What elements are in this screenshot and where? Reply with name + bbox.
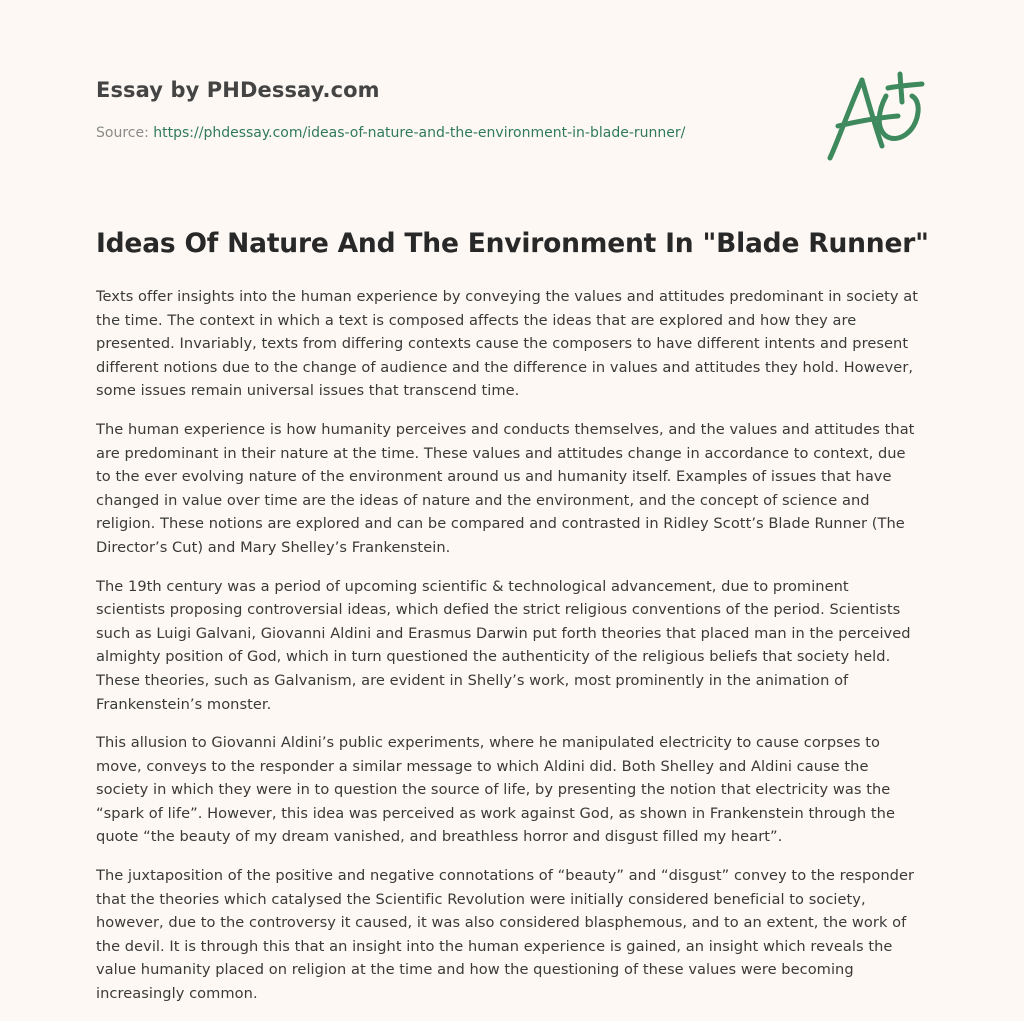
paragraph: The human experience is how humanity perceives and conducts themselves, and the values and attitudes that are predominant in their nature at the time. These values and attitudes change in accordance to context, due to the ever evolving nature of the environment around us and humanity itself. Examples of issues that have changed in value over time are the ideas of nature and the environment, and the concept of science and religion. These notions are explored and can be compared and contrasted in Ridley Scott’s Blade Runner (The Director’s Cut) and Mary Shelley’s Frankenstein. <box>96 420 915 556</box>
source-label: Source: <box>96 125 154 141</box>
paragraph: The 19th century was a period of upcoming scientific & technological advancement, due to prominent scientists proposing controversial ideas, which defied the strict religious conventions of the period. Scientists such as Luigi Galvani, Giovanni Aldini and Erasmus Darwin put forth theories that placed man in the perceived almighty position of God, which in turn questioned the authenticity of the religious beliefs that society held. These theories, such as Galvanism, are evident in Shelly’s work, most prominently in the animation of Frankenstein’s monster. <box>96 577 911 713</box>
a-plus-grade-icon <box>820 66 930 166</box>
essay-body <box>96 285 920 1021</box>
page-header <box>96 74 796 143</box>
paragraph: The juxtaposition of the positive and negative connotations of “beauty” and “disgust” convey to the responder that the theories which catalysed the Scientific Revolution were initially considered beneficial to society, however, due to the controversy it caused, it was also considered blasphemous, and to an extent, the work of the devil. It is through this that an insight into the human experience is gained, an insight which reveals the value humanity placed on religion at the time and how the questioning of these values were becoming increasingly common. <box>96 867 915 1003</box>
source-link[interactable]: https://phdessay.com/ideas-of-nature-and-the-environment-in-blade-runner/ <box>153 125 686 141</box>
site-name: Essay by PHDessay.com <box>96 78 380 102</box>
source-line <box>96 123 796 143</box>
paragraph: Texts offer insights into the human experience by conveying the values and attitudes predominant in society at the time. The context in which a text is composed affects the ideas that are explored and how they are presented. Invariably, texts from differing contexts cause the composers to have different intents and present different notions due to the change of audience and the difference in values and attitudes they hold. However, some issues remain universal issues that transcend time. <box>96 288 919 400</box>
essay-title: Ideas Of Nature And The Environment In "Blade Runner" <box>96 228 929 259</box>
paragraph: This allusion to Giovanni Aldini’s public experiments, where he manipulated electricity to cause corpses to move, conveys to the responder a similar message to which Aldini did. Both Shelley and Aldini cause the society in which they were in to question the source of life, by presenting the notion that electricity was the “spark of life”. However, this idea was perceived as work against God, as shown in Frankenstein through the quote “the beauty of my dream vanished, and breathless horror and disgust filled my heart”. <box>96 734 895 846</box>
